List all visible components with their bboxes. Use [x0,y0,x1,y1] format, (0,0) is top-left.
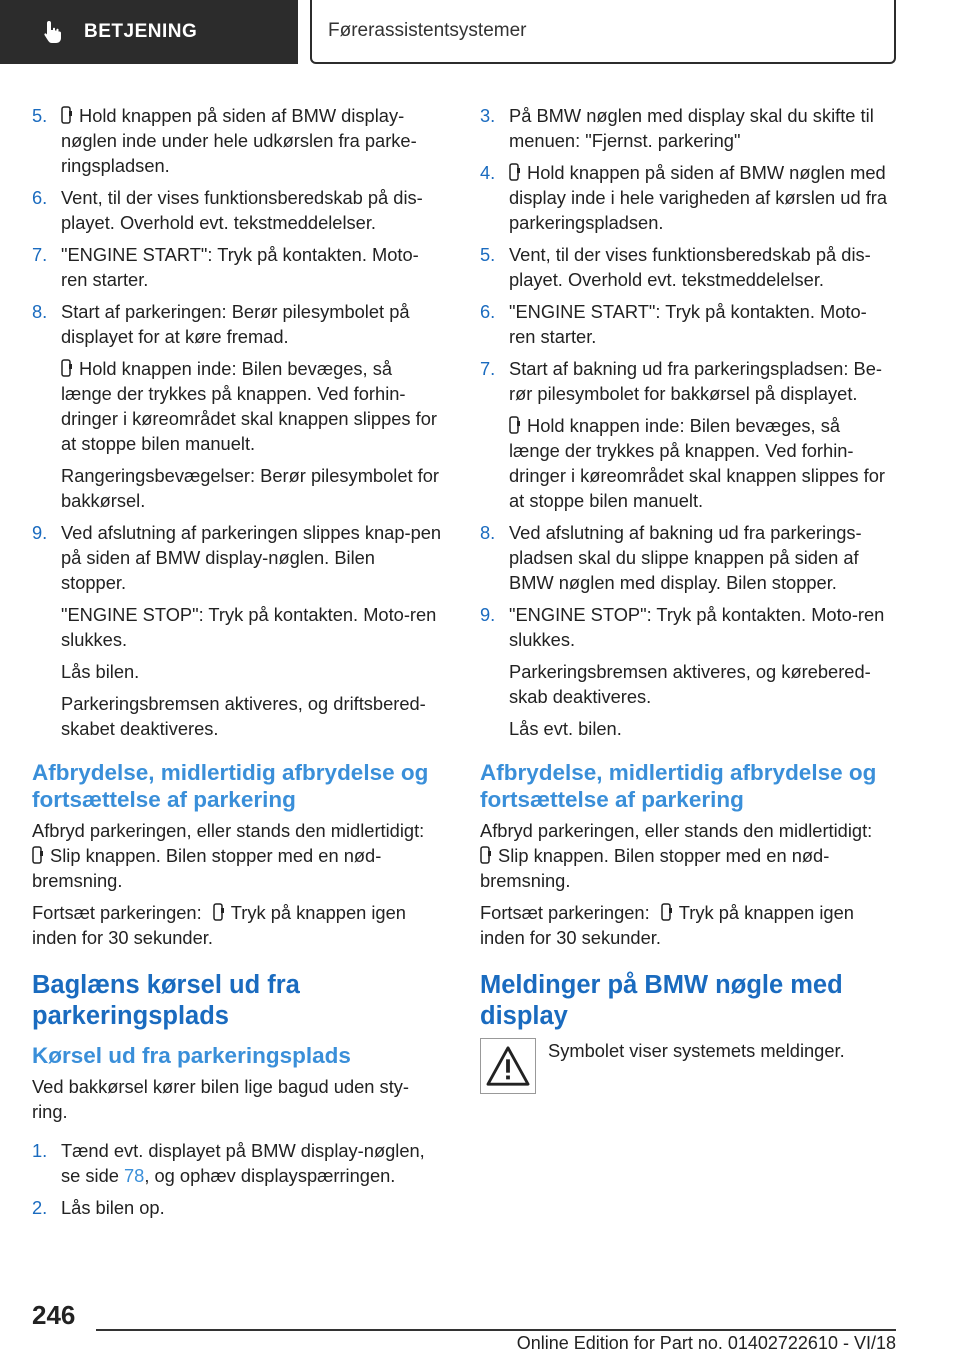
key-button-icon [32,846,44,864]
section-tab [0,0,298,64]
key-button-icon [213,903,225,921]
list-item: 7. "ENGINE START": Tryk på kontakten. Moto-ren starter. [32,244,419,290]
page-link[interactable]: 78 [124,1165,145,1186]
list-item: 9. Ved afslutning af parkeringen slippes knap-pen på siden af BMW display-nøglen. Bilen stopper. "ENGINE STOP": Tryk på kontakten. Moto-ren slukkes. Lås bilen. Parkeringsbremsen aktiveres, og driftsbered-skabet deaktiveres. [32,522,442,739]
chapter-tab [310,0,896,64]
heading-messages: Meldinger på BMW nøgle med display [480,971,843,1030]
heading-sub: Kørsel ud fra parkeringsplads [32,1043,351,1068]
list-item: 9. "ENGINE STOP": Tryk på kontakten. Moto-ren slukkes. Parkeringsbremsen aktiveres, og kørebered-skab deaktiveres. Lås evt. bilen. [480,604,885,739]
heading-interrupt: Afbrydelse, midlertidig afbrydelse og fortsættelse af parkering [480,760,877,812]
list-item: 4. Hold knappen på siden af BMW nøglen med display inde i hele varigheden af kørslen ud fra parkeringspladsen. [480,162,888,233]
left-column: 5. Hold knappen på siden af BMW display-nøglen inde under hele udkørslen fra parke-ringspladsen. 6. Vent, til der vises funktionsberedskab på dis-playet. Overhold evt. tekstmeddelelser. 7. "ENGINE START": Tryk på kontakten. Moto-ren starter. 8. Start af parkeringen: Berør pilesymbolet på displayet for at køre fremad. Hold knappen inde: Bilen bevæges, så længe der trykkes på knappen. Ved forhin-dringer i køreområdet skal knappen slippes for at stoppe bilen manuelt. Rangeringsbevægelser: Berør pilesymbolet for bakkørsel. 9. Ved afslutning af parkeringen slippes knap-pen på siden af BMW display-nøglen. Bilen stopper. "ENGINE STOP": Tryk på kontakten. Moto-ren slukkes. Lås bilen. Parkeringsbremsen aktiveres, og driftsbered-skabet deaktiveres. Afbrydelse, midlertidig afbrydelse og fortsættelse af parkering Afbryd parkeringen, eller stands den midlertidigt: Slip knappen. Bilen stopper med en nød-bremsning. Fortsæt parkeringen: Tryk på knappen igen inden for 30 sekunder. Baglæns kørsel ud fra parkeringsplads Kørsel ud fra parkeringsplads Ved bakkørsel kører bilen lige bagud uden sty-ring. 1. Tænd evt. displayet på BMW display-nøglen, se side 78, og ophæv displayspærringen. 2. Lås bilen op. [32,103,444,1227]
key-button-icon [509,416,521,434]
warning-triangle-icon [480,1038,536,1094]
chapter-title: Førerassistentsystemer [328,20,527,41]
key-button-icon [480,846,492,864]
right-column: 3. På BMW nøglen med display skal du skifte til menuen: "Fjernst. parkering" 4. Hold knappen på siden af BMW nøglen med display inde i hele varigheden af kørslen ud fra parkeringspladsen. 5. Vent, til der vises funktionsberedskab på dis-playet. Overhold evt. tekstmeddelelser. 6. "ENGINE START": Tryk på kontakten. Moto-ren starter. 7. Start af bakning ud fra parkeringspladsen: Be-rør pilesymbolet for bakkørsel på displayet. Hold knappen inde: Bilen bevæges, så længe der trykkes på knappen. Ved forhin-dringer i køreområdet skal knappen slippes for at stoppe bilen manuelt. 8. Ved afslutning af bakning ud fra parkerings-pladsen skal du slippe knappen på siden af BMW nøglen med display. Bilen stopper. 9. "ENGINE STOP": Tryk på kontakten. Moto-ren slukkes. Parkeringsbremsen aktiveres, og kørebered-skab deaktiveres. Lås evt. bilen. Afbrydelse, midlertidig afbrydelse og fortsættelse af parkering Afbryd parkeringen, eller stands den midlertidigt: Slip knappen. Bilen stopper med en nød-bremsning. Fortsæt parkeringen: Tryk på knappen igen inden for 30 sekunder. Meldinger på BMW nøgle med display Symbolet viser systemets meldinger. [480,103,892,1094]
list-item: 8. Start af parkeringen: Berør pilesymbolet på displayet for at køre fremad. Hold knappen inde: Bilen bevæges, så længe der trykkes på knappen. Ved forhin-dringer i køreområdet skal knappen slippes for at stoppe bilen manuelt. Rangeringsbevægelser: Berør pilesymbolet for bakkørsel. [32,301,439,511]
list-item: 1. Tænd evt. displayet på BMW display-nøglen, se side 78, og ophæv displayspærringen. [32,1140,425,1186]
list-item: 5. Hold knappen på siden af BMW display-nøglen inde under hele udkørslen fra parke-ringspladsen. [32,105,417,176]
list-item: 3. På BMW nøglen med display skal du skifte til menuen: "Fjernst. parkering" [480,105,874,151]
list-item: 8. Ved afslutning af bakning ud fra parkerings-pladsen skal du slippe knappen på siden af BMW nøglen med display. Bilen stopper. [480,522,862,593]
key-button-icon [661,903,673,921]
page-number: 246 [32,1300,76,1330]
pointing-hand-icon [40,19,66,45]
heading-reverse: Baglæns kørsel ud fra parkeringsplads [32,971,300,1030]
footer-divider [96,1329,896,1331]
list-item: 6. Vent, til der vises funktionsberedskab på dis-playet. Overhold evt. tekstmeddelelser. [32,187,423,233]
list-item: 2. Lås bilen op. [32,1197,165,1218]
list-item: 5. Vent, til der vises funktionsberedskab på dis-playet. Overhold evt. tekstmeddelelser. [480,244,871,290]
list-item: 7. Start af bakning ud fra parkeringspladsen: Be-rør pilesymbolet for bakkørsel på displayet. Hold knappen inde: Bilen bevæges, så længe der trykkes på knappen. Ved forhin-dringer i køreområdet skal knappen slippes for at stoppe bilen manuelt. [480,358,885,511]
key-button-icon [61,359,73,377]
key-button-icon [61,106,73,124]
warning-row: Symbolet viser systemets meldinger. [480,1038,892,1094]
list-item: 6. "ENGINE START": Tryk på kontakten. Moto-ren starter. [480,301,867,347]
key-button-icon [509,163,521,181]
heading-interrupt: Afbrydelse, midlertidig afbrydelse og fortsættelse af parkering [32,760,429,812]
section-title: BETJENING [84,21,198,42]
edition-text: Online Edition for Part no. 01402722610 - VI/18 [516,1333,896,1353]
